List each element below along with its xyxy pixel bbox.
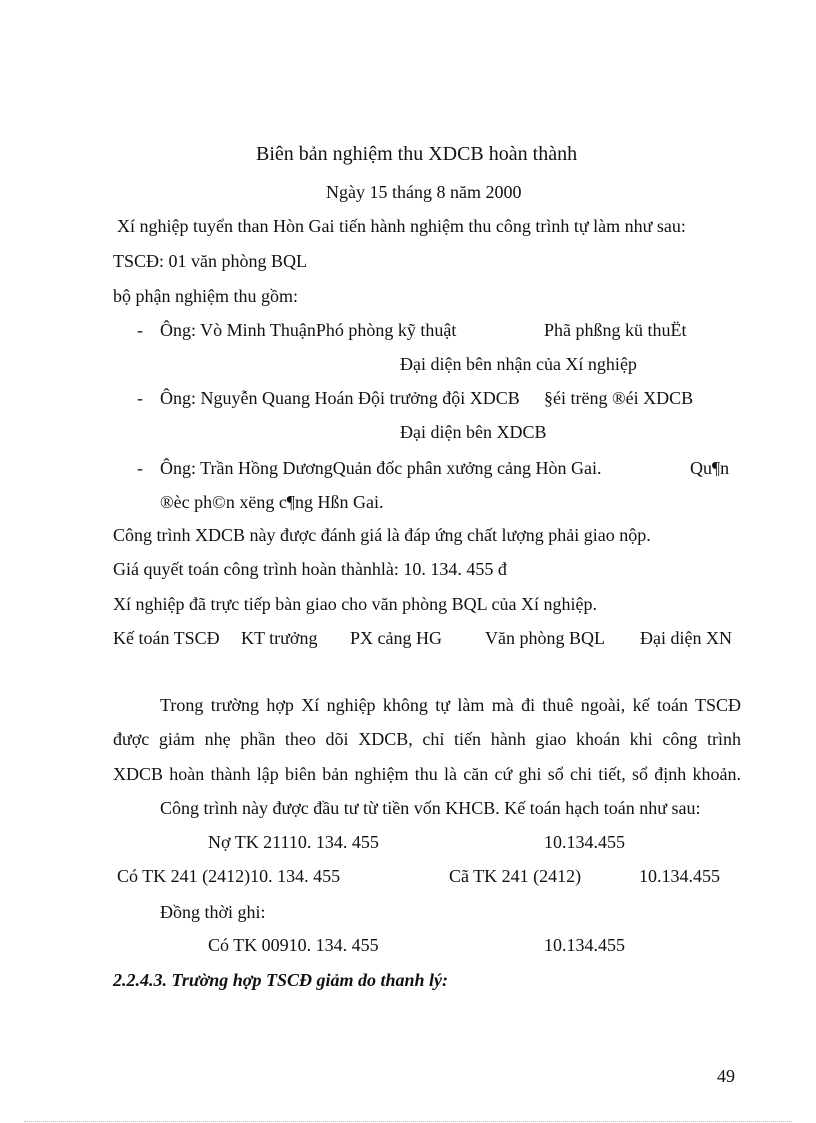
signature-label: Đại diện XN (640, 628, 732, 648)
settlement-line: Giá quyết toán công trình hoàn thànhlà: 10. 134. 455 đ (113, 559, 507, 579)
page-edge-divider (24, 1121, 792, 1122)
member-line: Ông: Nguyễn Quang Hoán Đội trưởng đội XDCB (160, 388, 520, 408)
signature-label: Kế toán TSCĐ (113, 628, 220, 648)
member-line: Ông: Vò Minh ThuậnPhó phòng kỹ thuật (160, 320, 457, 340)
paragraph-line: được giảm nhẹ phần theo dõi XDCB, chỉ tiến hành giao khoán khi công trình (113, 729, 741, 749)
member-line: Ông: Trần Hồng DươngQuản đốc phân xưởng cảng Hòn Gai. (160, 458, 602, 478)
bullet-dash: - (137, 458, 143, 478)
document-date: Ngày 15 tháng 8 năm 2000 (326, 182, 522, 202)
credit-entry: Có TK 241 (2412)10. 134. 455 (117, 866, 341, 886)
document-title: Biên bản nghiệm thu XDCB hoàn thành (256, 143, 578, 165)
debit-amount: 10.134.455 (544, 832, 625, 852)
section-heading: 2.2.4.3. Trường hợp TSCĐ giảm do thanh lý: (113, 970, 448, 990)
debit-entry: Nợ TK 21110. 134. 455 (208, 832, 379, 852)
credit-amount: 10.134.455 (639, 866, 720, 886)
funding-line: Công trình này được đầu tư từ tiền vốn KHCB. Kế toán hạch toán như sau: (160, 798, 701, 818)
bullet-dash: - (137, 388, 143, 408)
credit-garbled-text: Cã TK 241 (2412) (449, 866, 582, 886)
handover-line: Xí nghiệp đã trực tiếp bàn giao cho văn phòng BQL của Xí nghiệp. (113, 594, 597, 614)
also-record-label: Đồng thời ghi: (160, 902, 266, 922)
signature-label: Văn phòng BQL (485, 628, 605, 648)
member-garbled-text: Qu¶n (690, 458, 730, 478)
member-role: ®èc ph©n xëng c¶ng Hßn Gai. (160, 492, 384, 512)
signature-label: KT trưởng (241, 628, 318, 648)
paragraph-line: XDCB hoàn thành lập biên bản nghiệm thu là căn cứ ghi sổ chi tiết, sổ định khoản. (113, 764, 741, 784)
bullet-dash: - (137, 320, 143, 340)
intro-line: Xí nghiệp tuyển than Hòn Gai tiến hành nghiệm thu công trình tự làm như sau: (117, 216, 686, 236)
evaluation-line: Công trình XDCB này được đánh giá là đáp ứng chất lượng phải giao nộp. (113, 525, 651, 545)
page-number: 49 (717, 1066, 735, 1086)
member-role: Đại diện bên XDCB (400, 422, 547, 442)
asset-line: TSCĐ: 01 văn phòng BQL (113, 251, 308, 271)
committee-label: bộ phận nghiệm thu gồm: (113, 286, 298, 306)
member-garbled-text: §éi trëng ®éi XDCB (544, 388, 694, 408)
paragraph-line: Trong trường hợp Xí nghiệp không tự làm mà đi thuê ngoài, kế toán TSCĐ (160, 695, 741, 715)
member-garbled-text: Phã phßng kü thuËt (544, 320, 687, 340)
off-balance-amount: 10.134.455 (544, 935, 625, 955)
signature-label: PX cảng HG (350, 628, 442, 648)
off-balance-entry: Có TK 00910. 134. 455 (208, 935, 379, 955)
member-role: Đại diện bên nhận của Xí nghiệp (400, 354, 637, 374)
